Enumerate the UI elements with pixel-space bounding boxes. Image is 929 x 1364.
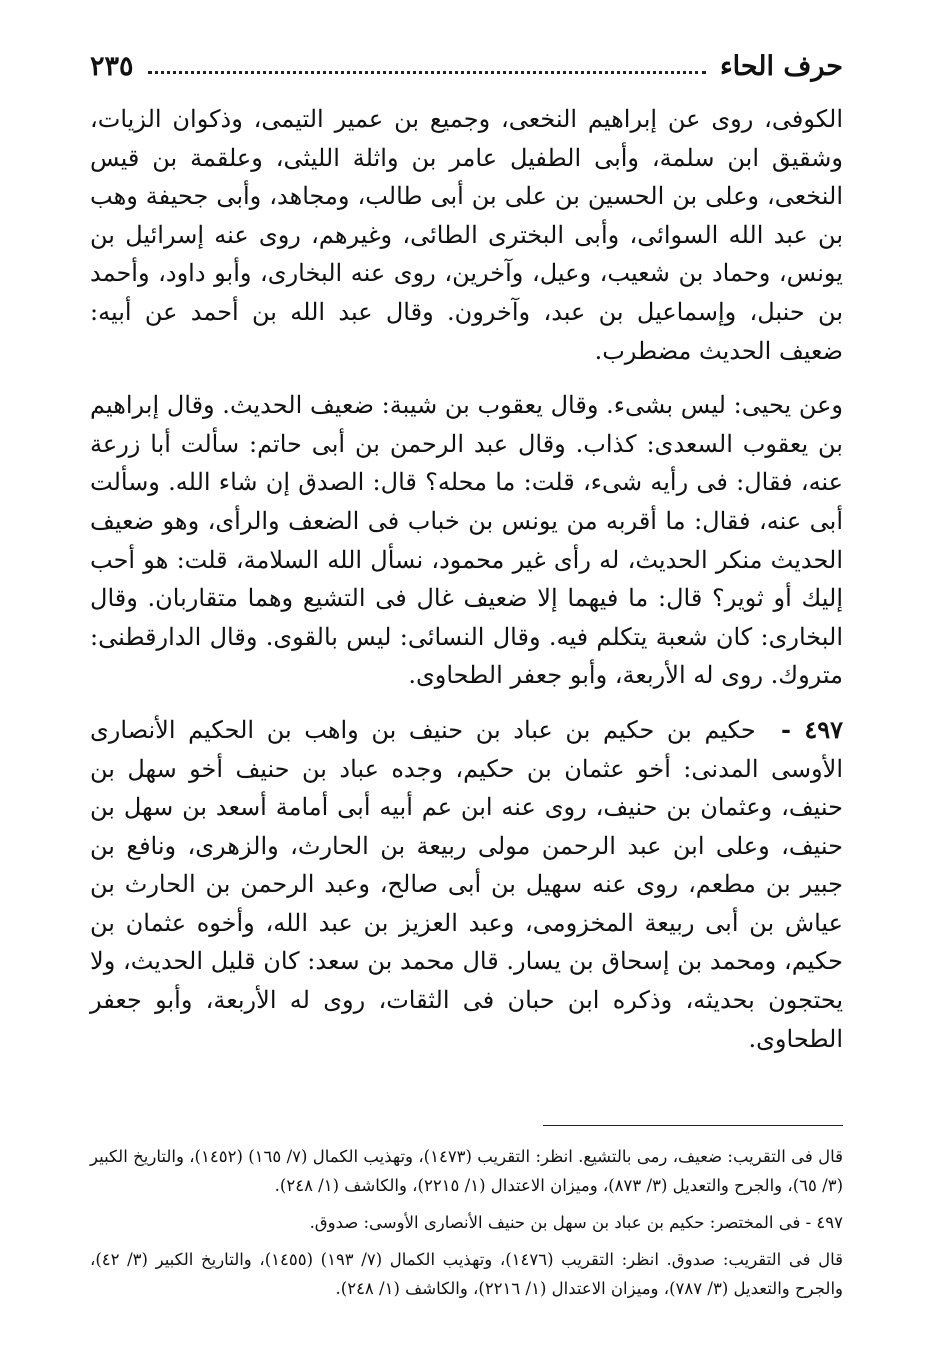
footnote-separator [543, 1125, 843, 1126]
paragraph-continuation: الكوفى، روى عن إبراهيم النخعى، وجميع بن عمير التيمى، وذكوان الزيات، وشقيق ابن سلمة، وأبى الطفيل عامر بن واثلة الليثى، وعلقمة بن قيس النخعى، وعلى بن الحسين بن على بن أبى طالب، ومجاهد، وأبى جحيفة وهب بن عبد الله السوائى، وأبى البخترى الطائى، وغيرهم، روى عنه إسرائيل بن يونس، وحماد بن شعيب، وعيل، وآخرين، روى عنه البخارى، وأبو داود، وأحمد بن حنبل، وإسماعيل بن عبد، وآخرون. وقال عبد الله بن أحمد عن أبيه: ضعيف الحديث مضطرب. [90, 105, 843, 365]
footnotes [90, 1142, 843, 1303]
page-number: ٢٣٥ [90, 50, 134, 82]
main-text [90, 100, 843, 1058]
paragraph-critique: وعن يحيى: ليس بشىء. وقال يعقوب بن شيبة: ضعيف الحديث. وقال إبراهيم بن يعقوب السعدى: كذاب. وقال عبد الرحمن بن أبى حاتم: سألت أبا زرعة عنه، فقال: فى رأيه شىء، قلت: ما محله؟ قال: الصدق إن شاء الله. وسألت أبى عنه، فقال: ما أقربه من يونس بن خباب فى الضعف والرأى، وهو ضعيف الحديث منكر الحديث، له رأى غير محمود، نسأل الله السلامة، قلت: هو أحب إليك أو ثوير؟ قال: ما فيهما إلا ضعيف غال فى التشيع وهما متقاربان. وقال البخارى: كان شعبة يتكلم فيه. وقال النسائى: ليس بالقوى. وقال الدارقطنى: متروك. روى له الأربعة، وأبو جعفر الطحاوى. [90, 391, 844, 690]
footnote: ٤٩٧ - فى المختصر: حكيم بن عباد بن سهل بن حنيف الأنصارى الأوسى: صدوق. [309, 1213, 843, 1232]
biography-entry-497 [90, 711, 843, 1058]
dot-leader [148, 71, 706, 74]
running-header [90, 44, 843, 88]
entry-text: حكيم بن حكيم بن عباد بن حنيف بن واهب بن الحكيم الأنصارى الأوسى المدنى: أخو عثمان بن حكيم، وجده عباد بن حنيف أخو سهل بن حنيف، وعثمان بن حنيف، روى عنه ابن عم أبيه أبى أمامة أسعد بن سهل بن حنيف، وعلى ابن عبد الرحمن مولى ربيعة بن الحارث، والزهرى، ونافع بن جبير بن مطعم، روى عنه سهيل بن أبى صالح، وعبد الرحمن بن الحارث بن عياش بن أبى ربيعة المخزومى، وعبد العزيز بن عبد الله، وأخوه عثمان بن حكيم، ومحمد بن إسحاق بن يسار. قال محمد بن سعد: كان قليل الحديث، ولا يحتجون بحديثه، وذكره ابن حبان فى الثقات، روى له الأربعة، وأبو جعفر الطحاوى. [90, 715, 843, 1053]
entry-number: ٤٩٧ - [781, 714, 843, 744]
footnote: قال فى التقريب: صدوق. انظر: التقريب (١٤٧٦)، وتهذيب الكمال (٧/ ١٩٣) (١٤٥٥)، والتاريخ الكبير (٣/ ٤٢)، والجرح والتعديل (٣/ ٧٨٧)، وميزان الاعتدال (١/ ٢٢١٦)، والكاشف (١/ ٢٤٨). [90, 1250, 843, 1298]
chapter-title: حرف الحاء [719, 50, 843, 82]
footnote: قال فى التقريب: ضعيف، رمى بالتشيع. انظر: التقريب (١٤٧٣)، وتهذيب الكمال (٧/ ١٦٥) (١٤٥٢)، والتاريخ الكبير (٣/ ٦٥)، والجرح والتعديل (٣/ ٨٧٣)، وميزان الاعتدال (١/ ٢٢١٥)، والكاشف (١/ ٢٤٨). [90, 1147, 843, 1195]
